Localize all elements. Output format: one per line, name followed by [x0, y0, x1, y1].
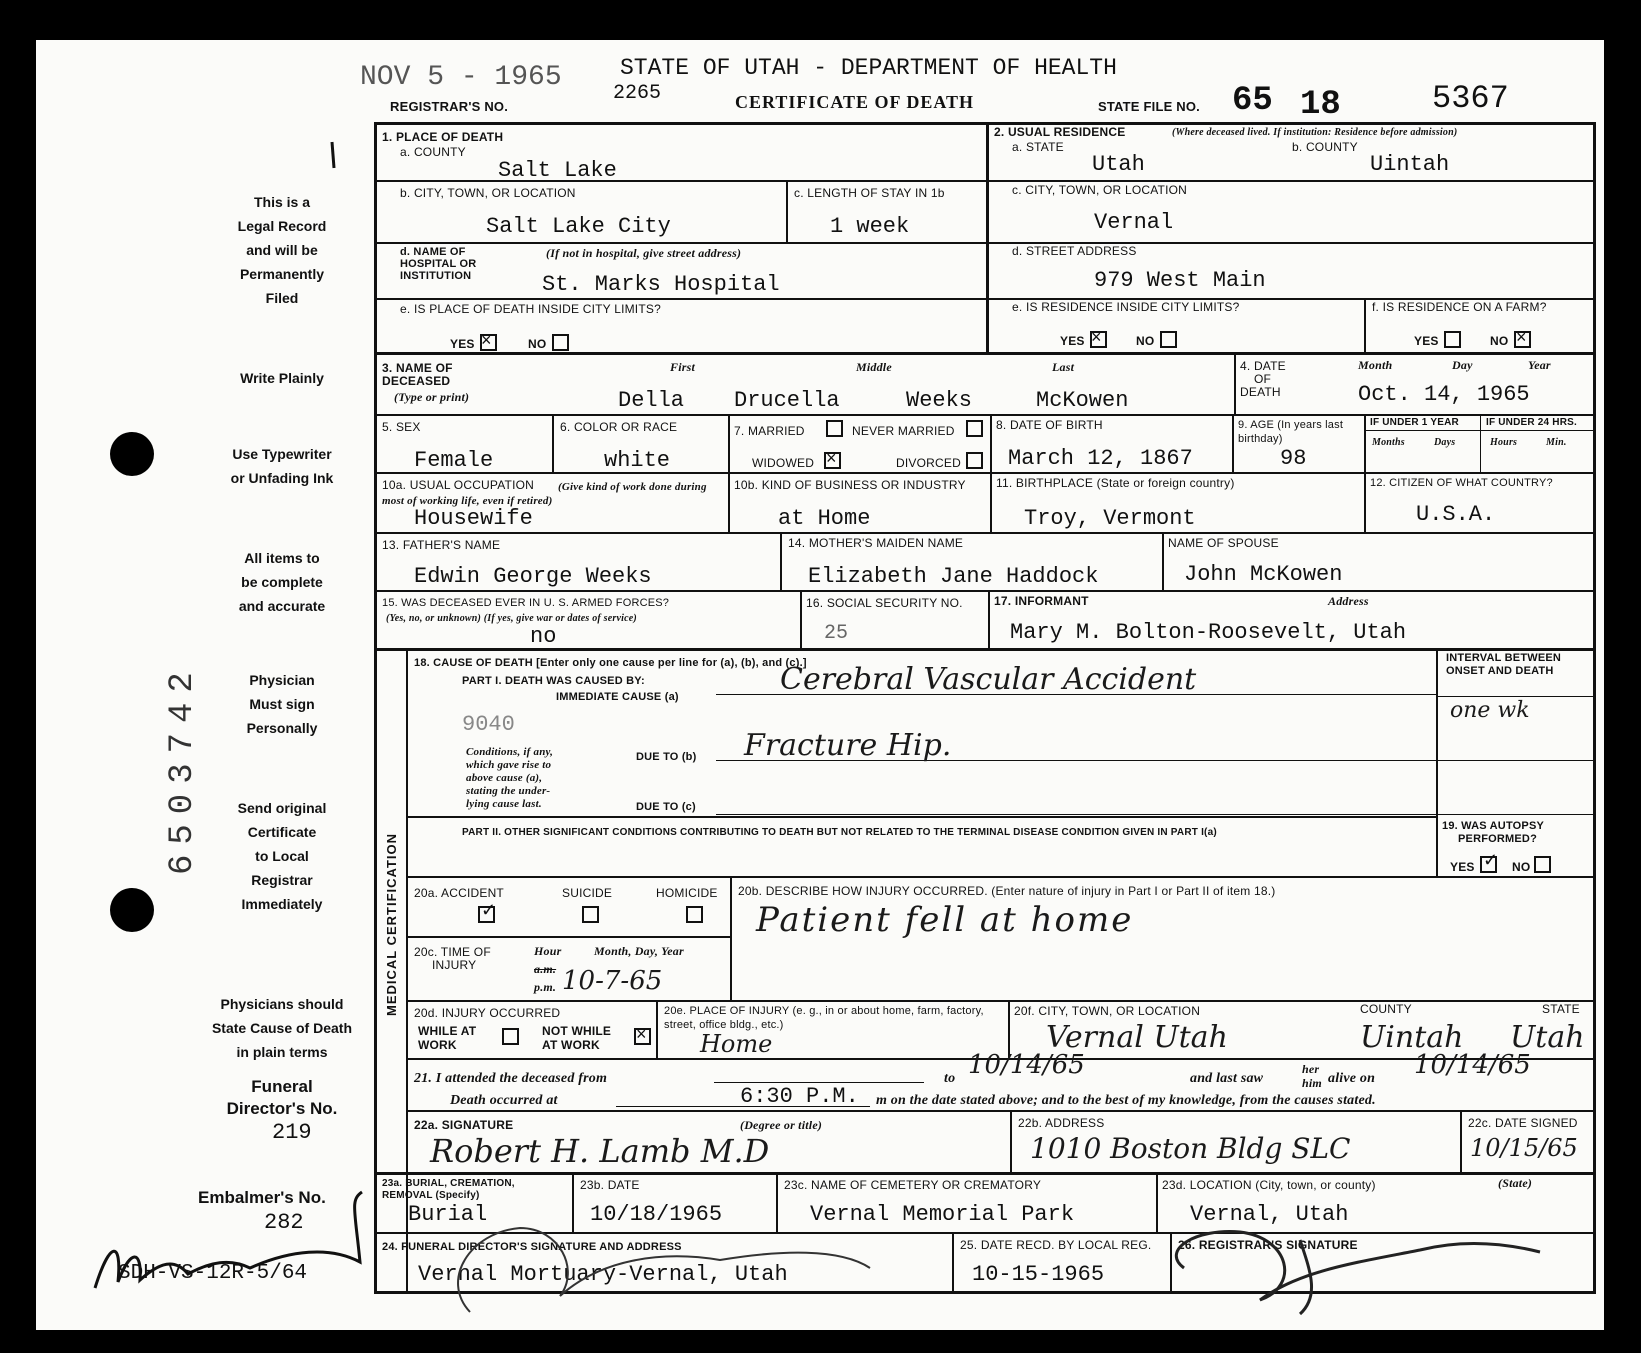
- state-department: STATE OF UTAH - DEPARTMENT OF HEALTH: [620, 55, 1117, 81]
- homicide-checkbox[interactable]: [686, 906, 703, 923]
- sex-label: 5. SEX: [382, 420, 421, 434]
- hospital-note: (If not in hospital, give street address): [546, 246, 742, 260]
- divider: [1364, 298, 1366, 352]
- place-of-injury: Home: [700, 1030, 773, 1058]
- physician-sign-note: Physician Must sign Personally: [246, 672, 318, 736]
- state-file-label: STATE FILE NO.: [1098, 99, 1200, 114]
- divider: [1438, 814, 1596, 815]
- alive-on: 10/14/65: [1414, 1050, 1531, 1080]
- mdy-label: Month, Day, Year: [594, 944, 684, 958]
- serial-number: 6503742: [164, 662, 202, 875]
- registrar-no: 2265: [613, 82, 662, 105]
- divider: [716, 814, 1436, 815]
- cemetery-label: 23c. NAME OF CEMETERY OR CREMATORY: [784, 1178, 1042, 1192]
- informant-label: 17. INFORMANT: [994, 594, 1089, 608]
- immediate-cause-label: IMMEDIATE CAUSE (a): [556, 691, 679, 703]
- residence-no-checkbox[interactable]: [1160, 331, 1177, 348]
- interval: one wk: [1450, 698, 1530, 723]
- stay-length: 1 week: [830, 214, 910, 239]
- deceased-last: McKowen: [1036, 388, 1129, 413]
- accident-label: 20a. ACCIDENT: [414, 886, 504, 900]
- divider: [406, 936, 730, 938]
- residence-county-label: b. COUNTY: [1292, 140, 1358, 154]
- divider: [786, 180, 788, 242]
- place-county-label: a. COUNTY: [400, 145, 466, 159]
- citizen: U.S.A.: [1416, 502, 1496, 527]
- punch-hole-bottom: [110, 888, 154, 932]
- residence-county: Uintah: [1370, 152, 1450, 177]
- burial-location: Vernal, Utah: [1190, 1202, 1349, 1227]
- alive-on-label: alive on: [1328, 1071, 1376, 1086]
- farm-label: f. IS RESIDENCE ON A FARM?: [1372, 300, 1547, 314]
- armed-forces-label: 15. WAS DECEASED EVER IN U. S. ARMED FORCES?: [382, 597, 670, 609]
- farm-no-label: NO: [1490, 334, 1509, 348]
- attended-to: 10/14/65: [968, 1050, 1085, 1080]
- residence-label: 2. USUAL RESIDENCE: [994, 125, 1126, 139]
- divider: [780, 532, 782, 590]
- residence-note: (Where deceased lived. If institution: Residence before admission): [1172, 127, 1458, 138]
- injury-state: Utah: [1510, 1020, 1585, 1055]
- divider: [374, 472, 1596, 474]
- divider: [374, 352, 1596, 355]
- date-of-birth: March 12, 1867: [1008, 446, 1193, 471]
- minutes-label: Min.: [1546, 437, 1567, 448]
- place-city-label: b. CITY, TOWN, OR LOCATION: [400, 186, 576, 200]
- physician-address: 1010 Boston Bldg SLC: [1030, 1132, 1351, 1165]
- interval-label: INTERVAL BETWEEN ONSET AND DEATH: [1446, 652, 1562, 677]
- divider: [986, 180, 1596, 182]
- burial-date: 10/18/1965: [590, 1202, 723, 1227]
- cause-of-death-label: 18. CAUSE OF DEATH [Enter only one cause per line for (a), (b), and (c).]: [414, 657, 807, 669]
- state-file-b: 18: [1300, 86, 1341, 124]
- attended-to-label: to: [944, 1071, 956, 1086]
- deceased-middle-2: Weeks: [906, 388, 973, 413]
- death-occurred-label: Death occurred at: [450, 1093, 558, 1108]
- part1-label: PART I. DEATH WAS CAUSED BY:: [462, 675, 645, 687]
- autopsy-yes-checkbox[interactable]: ✓: [1480, 856, 1497, 873]
- injury-state-label: STATE: [1542, 1002, 1580, 1016]
- mother-name: Elizabeth Jane Haddock: [808, 564, 1099, 589]
- suicide-checkbox[interactable]: [582, 906, 599, 923]
- burial-label: 23a. BURIAL, CREMATION, REMOVAL (Specify): [382, 1178, 515, 1201]
- farm-no-checkbox[interactable]: ×: [1514, 331, 1531, 348]
- place-of-injury-label: 20e. PLACE OF INJURY (e. g., in or about home, farm, factory, street, office bldg., etc.): [664, 1005, 984, 1031]
- signature-label: 22a. SIGNATURE: [414, 1118, 514, 1132]
- days-label: Days: [1434, 437, 1456, 448]
- injury-county: Uintah: [1360, 1020, 1464, 1055]
- injury-city: Vernal Utah: [1046, 1020, 1228, 1055]
- under-24-hrs-label: IF UNDER 24 HRS.: [1486, 417, 1577, 428]
- attended-label: 21. I attended the deceased from: [414, 1071, 608, 1086]
- divider: [374, 1232, 1596, 1234]
- residence-city-label: c. CITY, TOWN, OR LOCATION: [1012, 183, 1187, 197]
- months-label: Months: [1372, 437, 1405, 448]
- injury-occurred-label: 20d. INJURY OCCURRED: [414, 1006, 561, 1020]
- how-injury-label: 20b. DESCRIBE HOW INJURY OCCURRED. (Enter nature of injury in Part I or Part II of item 18.): [738, 884, 1276, 898]
- death-occurred-tail: m on the date stated above; and to the best of my knowledge, from the causes stated.: [876, 1093, 1376, 1108]
- divider: [988, 590, 990, 648]
- occupation-note: (Give kind of work done during most of working life, even if retired): [382, 481, 707, 507]
- him-label: him: [1302, 1076, 1322, 1090]
- last-saw-label: and last saw: [1190, 1071, 1264, 1086]
- farm-yes-label: YES: [1414, 334, 1439, 348]
- father-label: 13. FATHER'S NAME: [382, 538, 501, 552]
- degree-label: (Degree or title): [740, 1118, 823, 1132]
- state-file-a: 65: [1232, 82, 1273, 120]
- spouse-name: John McKowen: [1184, 562, 1343, 587]
- residence-street-label: d. STREET ADDRESS: [1012, 244, 1137, 258]
- autopsy-no-checkbox[interactable]: [1534, 856, 1551, 873]
- residence-city: Vernal: [1094, 210, 1174, 235]
- not-at-work-label: NOT WHILE AT WORK: [542, 1024, 612, 1052]
- divider: [374, 242, 1596, 244]
- funeral-director-label: 24. FUNERAL DIRECTOR'S SIGNATURE AND ADDRESS: [382, 1241, 682, 1253]
- age-label: 9. AGE (In years last birthday): [1238, 419, 1344, 445]
- deceased-name-label: 3. NAME OF DECEASED: [382, 361, 453, 388]
- type-print-note: (Type or print): [394, 390, 470, 404]
- pm-label: p.m.: [534, 980, 557, 994]
- embalmer-no: 282: [264, 1210, 304, 1235]
- divider: [1480, 414, 1481, 472]
- residence-state-label: a. STATE: [1012, 140, 1064, 154]
- race-label: 6. COLOR OR RACE: [560, 420, 678, 434]
- year-label: Year: [1528, 358, 1551, 372]
- deceased-first: Della: [618, 388, 685, 413]
- hours-label: Hours: [1490, 437, 1518, 448]
- divorced-label: DIVORCED: [896, 456, 961, 470]
- punch-hole-top: [110, 432, 154, 476]
- farm-yes-checkbox[interactable]: [1444, 331, 1461, 348]
- hospital-label: d. NAME OF HOSPITAL OR INSTITUTION: [400, 246, 477, 282]
- divider: [1436, 648, 1438, 876]
- while-at-work-label: WHILE AT WORK: [418, 1024, 477, 1052]
- inside-yes-checkbox[interactable]: ×: [480, 334, 497, 351]
- divider: [374, 648, 1596, 651]
- divider: [406, 816, 1436, 818]
- embalmer-no-label: Embalmer's No.: [198, 1188, 326, 1207]
- place-of-death-label: 1. PLACE OF DEATH: [382, 130, 504, 144]
- occupation-label: 10a. USUAL OCCUPATION: [382, 478, 535, 492]
- divider: [552, 414, 554, 472]
- burial-location-label: 23d. LOCATION (City, town, or county): [1162, 1178, 1376, 1192]
- widowed-checkbox[interactable]: ×: [824, 452, 841, 469]
- autopsy-no-label: NO: [1512, 860, 1531, 874]
- certificate-title: CERTIFICATE OF DEATH: [735, 92, 975, 112]
- never-married-checkbox[interactable]: [966, 420, 983, 437]
- under-1-year-label: IF UNDER 1 YEAR: [1370, 417, 1459, 428]
- father-name: Edwin George Weeks: [414, 564, 652, 589]
- write-plainly-note: Write Plainly: [240, 370, 324, 386]
- while-at-work-checkbox[interactable]: [502, 1028, 519, 1045]
- birthplace-label: 11. BIRTHPLACE (State or foreign country): [996, 476, 1235, 490]
- inside-no-checkbox[interactable]: [552, 334, 569, 351]
- divider: [990, 472, 992, 532]
- typewriter-note: Use Typewriter or Unfading Ink: [230, 446, 334, 486]
- divorced-checkbox[interactable]: [966, 452, 983, 469]
- spouse-label: NAME OF SPOUSE: [1168, 536, 1279, 550]
- divider: [1438, 760, 1596, 761]
- her-label: her: [1302, 1062, 1320, 1076]
- time-of-injury: 10-7-65: [562, 966, 663, 996]
- inside-yes-label: YES: [450, 337, 475, 351]
- hospital-name: St. Marks Hospital: [542, 272, 780, 297]
- residence-yes-checkbox[interactable]: ×: [1090, 331, 1107, 348]
- business: at Home: [778, 506, 871, 531]
- widowed-label: WIDOWED: [752, 456, 815, 470]
- divider: [730, 876, 732, 1000]
- divider: [1010, 1110, 1012, 1172]
- race: white: [604, 448, 671, 473]
- divider: [374, 532, 1596, 534]
- form-id: SDH-VS-12R-5/64: [118, 1262, 308, 1285]
- cause-plain-note: Physicians should State Cause of Death in plain terms: [211, 996, 353, 1060]
- conditions-note: Conditions, if any, which gave rise to above cause (a), stating the under- lying cause last.: [466, 746, 554, 810]
- divider: [1162, 532, 1164, 590]
- married-checkbox[interactable]: [826, 420, 843, 437]
- ssn: 25: [824, 622, 849, 645]
- part2-label: PART II. OTHER SIGNIFICANT CONDITIONS CONTRIBUTING TO DEATH BUT NOT RELATED TO THE TERMINAL DISEASE CONDITION GIVEN IN PART I(a): [462, 827, 1217, 838]
- cemetery: Vernal Memorial Park: [810, 1202, 1075, 1227]
- homicide-label: HOMICIDE: [656, 886, 718, 900]
- registrar-no-label: REGISTRAR'S NO.: [390, 99, 509, 114]
- age: 98: [1280, 446, 1307, 471]
- not-at-work-checkbox[interactable]: ×: [634, 1028, 651, 1045]
- due-to-b: Fracture Hip.: [744, 728, 952, 763]
- armed-forces-note: (Yes, no, or unknown) (If yes, give war or dates of service): [386, 613, 637, 624]
- divider: [406, 1110, 1596, 1112]
- autopsy-yes-label: YES: [1450, 860, 1475, 874]
- mother-label: 14. MOTHER'S MAIDEN NAME: [788, 536, 964, 550]
- occupation: Housewife: [414, 506, 533, 531]
- date-signed: 10/15/65: [1470, 1134, 1578, 1162]
- burial-date-label: 23b. DATE: [580, 1178, 640, 1192]
- place-city: Salt Lake City: [486, 214, 671, 239]
- due-to-c-label: DUE TO (c): [636, 801, 696, 813]
- informant: Mary M. Bolton-Roosevelt, Utah: [1010, 620, 1407, 645]
- physician-address-label: 22b. ADDRESS: [1018, 1116, 1105, 1130]
- first-label: First: [670, 360, 696, 374]
- inside-no-label: NO: [528, 337, 547, 351]
- stamp-date: NOV 5 - 1965: [360, 62, 562, 93]
- suicide-label: SUICIDE: [562, 886, 613, 900]
- date-of-death: Oct. 14, 1965: [1358, 382, 1530, 407]
- injury-city-label: 20f. CITY, TOWN, OR LOCATION: [1014, 1004, 1201, 1018]
- dob-label: 8. DATE OF BIRTH: [996, 418, 1103, 432]
- stay-label: c. LENGTH OF STAY IN 1b: [794, 186, 945, 200]
- death-time: 6:30 P.M.: [740, 1084, 859, 1109]
- divider: [1234, 352, 1236, 414]
- how-injury: Patient fell at home: [756, 900, 1134, 940]
- deceased-middle: Drucella: [734, 388, 840, 413]
- due-to-b-label: DUE TO (b): [636, 751, 697, 763]
- divider: [800, 590, 802, 648]
- injury-county-label: COUNTY: [1360, 1002, 1412, 1016]
- date-received: 10-15-1965: [972, 1262, 1105, 1287]
- physician-signature: Robert H. Lamb M.D: [430, 1132, 770, 1170]
- place-county: Salt Lake: [498, 158, 617, 183]
- inside-city-label: e. IS PLACE OF DEATH INSIDE CITY LIMITS?: [400, 302, 661, 316]
- never-married-label: NEVER MARRIED: [852, 424, 955, 438]
- divider: [990, 414, 992, 472]
- residence-street: 979 West Main: [1094, 268, 1266, 293]
- day-label: Day: [1452, 358, 1473, 372]
- date-received-label: 25. DATE RECD. BY LOCAL REG.: [960, 1238, 1152, 1252]
- informant-address-label: Address: [1328, 594, 1369, 608]
- attended-from-line: [714, 1082, 924, 1083]
- residence-no-label: NO: [1136, 334, 1155, 348]
- month-label: Month: [1358, 358, 1393, 372]
- hour-label: Hour: [534, 944, 562, 958]
- autopsy-label: 19. WAS AUTOPSY PERFORMED?: [1442, 820, 1545, 845]
- send-original-note: Send original Certificate to Local Registrar Immediately: [237, 800, 327, 912]
- married-label: 7. MARRIED: [734, 424, 805, 438]
- divider: [656, 1000, 658, 1058]
- funeral-director: Vernal Mortuary-Vernal, Utah: [418, 1262, 788, 1287]
- citizen-label: 12. CITIZEN OF WHAT COUNTRY?: [1370, 477, 1553, 489]
- armed-forces: no: [530, 624, 557, 649]
- legal-record-note: This is a Legal Record and will be Permanently Filed: [237, 194, 327, 306]
- divider: [1438, 696, 1596, 697]
- divider: [374, 590, 1596, 592]
- middle-label: Middle: [856, 360, 892, 374]
- disease-code: 9040: [462, 712, 515, 737]
- divider: [1232, 414, 1234, 472]
- birthplace: Troy, Vermont: [1024, 506, 1196, 531]
- am-label: a.m.: [534, 962, 557, 976]
- ssn-label: 16. SOCIAL SECURITY NO.: [806, 596, 963, 610]
- funeral-director-no-label: Funeral Director's No.: [226, 1077, 338, 1118]
- divider: [1156, 1172, 1158, 1232]
- immediate-cause: Cerebral Vascular Accident: [780, 662, 1197, 697]
- date-of-death-label: 4. DATE OF DEATH: [1240, 359, 1286, 399]
- residence-state: Utah: [1092, 152, 1145, 177]
- date-signed-label: 22c. DATE SIGNED: [1468, 1116, 1578, 1130]
- divider: [572, 1172, 574, 1232]
- time-of-injury-label: 20c. TIME OF INJURY: [414, 945, 491, 972]
- registrar-signature-label: 26. REGISTRAR'S SIGNATURE: [1178, 1238, 1358, 1252]
- burial-type: Burial: [408, 1202, 488, 1227]
- state-file-c: 5367: [1432, 80, 1509, 117]
- divider: [374, 180, 986, 182]
- burial-state-label: (State): [1498, 1176, 1533, 1190]
- divider: [1170, 1232, 1172, 1294]
- divider: [952, 1232, 954, 1294]
- divider: [406, 1000, 1596, 1002]
- divider: [374, 1172, 1596, 1175]
- divider: [986, 122, 989, 352]
- sex: Female: [414, 448, 494, 473]
- business-label: 10b. KIND OF BUSINESS OR INDUSTRY: [734, 478, 966, 492]
- complete-note: All items to be complete and accurate: [238, 550, 326, 614]
- last-label: Last: [1052, 360, 1075, 374]
- funeral-director-no: 219: [272, 1120, 312, 1145]
- medical-certification-label: MEDICAL CERTIFICATION: [384, 832, 399, 1016]
- residence-yes-label: YES: [1060, 334, 1085, 348]
- divider: [776, 1172, 778, 1232]
- divider: [1460, 1110, 1462, 1172]
- residence-inside-label: e. IS RESIDENCE INSIDE CITY LIMITS?: [1012, 300, 1240, 314]
- accident-checkbox[interactable]: ✓: [478, 906, 495, 923]
- divider: [406, 876, 1596, 878]
